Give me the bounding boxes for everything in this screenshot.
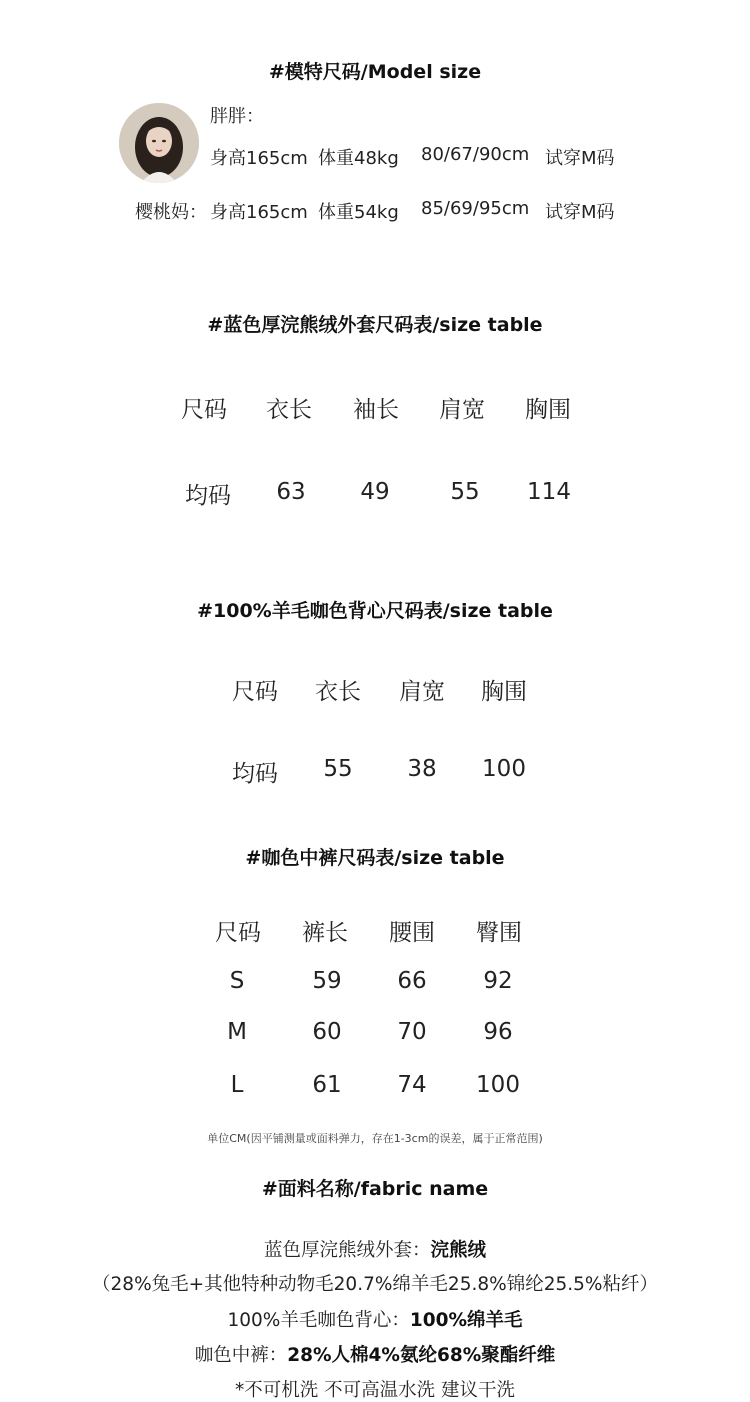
table-cell: 100 [476, 1072, 520, 1098]
model-size-heading: #模特尺码/Model size [268, 61, 482, 83]
table-cell: 55 [323, 756, 353, 782]
table-cell: 96 [483, 1019, 513, 1045]
table-cell: 66 [397, 968, 427, 994]
table-header-cell: 袖长 [353, 397, 399, 423]
table-cell: M [227, 1019, 247, 1045]
table-header-cell: 肩宽 [399, 679, 445, 705]
table-cell: 60 [312, 1019, 342, 1045]
table-cell: 均码 [232, 761, 278, 787]
table-header-cell: 尺码 [181, 397, 227, 423]
table-header-cell: 尺码 [232, 679, 278, 705]
table-header-cell: 裤长 [302, 920, 348, 946]
table-cell: 61 [312, 1072, 342, 1098]
model2-bwh: 85/69/95cm [421, 198, 530, 219]
model1-try-size: 试穿M码 [545, 148, 615, 169]
table-cell: 49 [360, 479, 390, 505]
model1-name: 胖胖： [210, 106, 264, 127]
table-header-cell: 胸围 [525, 397, 571, 423]
table-cell: 74 [397, 1072, 427, 1098]
model1-height: 身高165cm [210, 148, 308, 169]
table-header-cell: 尺码 [215, 920, 261, 946]
fabric-coat-label: 蓝色厚浣熊绒外套： [263, 1240, 431, 1261]
model2-try-size: 试穿M码 [545, 202, 615, 223]
model-photo [119, 103, 199, 183]
table-cell: 55 [450, 479, 480, 505]
fabric-line-pants [0, 1341, 750, 1367]
fabric-line-vest [0, 1306, 750, 1332]
model2-height: 身高165cm [210, 202, 308, 223]
coat-size-heading: #蓝色厚浣熊绒外套尺码表/size table [207, 314, 543, 336]
model1-bwh: 80/67/90cm [421, 144, 530, 165]
fabric-line-coat-composition: （28%兔毛+其他特种动物毛20.7%绵羊毛25.8%锦纶25.5%粘纤） [92, 1274, 658, 1295]
table-header-cell: 肩宽 [439, 397, 485, 423]
table-cell: 38 [407, 756, 437, 782]
fabric-vest-value: 100%绵羊毛 [409, 1310, 523, 1331]
pants-size-heading: #咖色中裤尺码表/size table [245, 847, 505, 869]
table-header-cell: 腰围 [389, 920, 435, 946]
table-cell: 均码 [185, 483, 231, 509]
table-cell: 100 [482, 756, 526, 782]
model1-weight: 体重48kg [318, 148, 399, 169]
table-cell: 70 [397, 1019, 427, 1045]
table-header-cell: 衣长 [266, 397, 312, 423]
measurement-note: 单位CM(因平铺测量或面料弹力，存在1-3cm的误差，属于正常范围) [207, 1132, 543, 1145]
model-avatar [119, 103, 199, 183]
vest-size-heading: #100%羊毛咖色背心尺码表/size table [197, 600, 553, 622]
table-cell: 59 [312, 968, 342, 994]
care-instructions: *不可机洗 不可高温水洗 建议干洗 [234, 1380, 515, 1401]
table-cell: 92 [483, 968, 513, 994]
fabric-line-coat [0, 1236, 750, 1262]
table-cell: 114 [527, 479, 571, 505]
table-header-cell: 胸围 [481, 679, 527, 705]
table-cell: L [230, 1072, 244, 1098]
fabric-coat-value: 浣熊绒 [430, 1240, 487, 1261]
table-header-cell: 衣长 [315, 679, 361, 705]
table-header-cell: 臀围 [476, 920, 522, 946]
fabric-pants-label: 咖色中裤： [194, 1345, 288, 1366]
fabric-pants-value: 28%人棉4%氨纶68%聚酯纤维 [287, 1345, 556, 1366]
fabric-heading: #面料名称/fabric name [261, 1178, 489, 1200]
fabric-vest-label: 100%羊毛咖色背心： [227, 1310, 410, 1331]
model2-weight: 体重54kg [318, 202, 399, 223]
table-cell: 63 [276, 479, 306, 505]
table-cell: S [229, 968, 245, 994]
model2-name: 樱桃妈： [135, 202, 207, 223]
